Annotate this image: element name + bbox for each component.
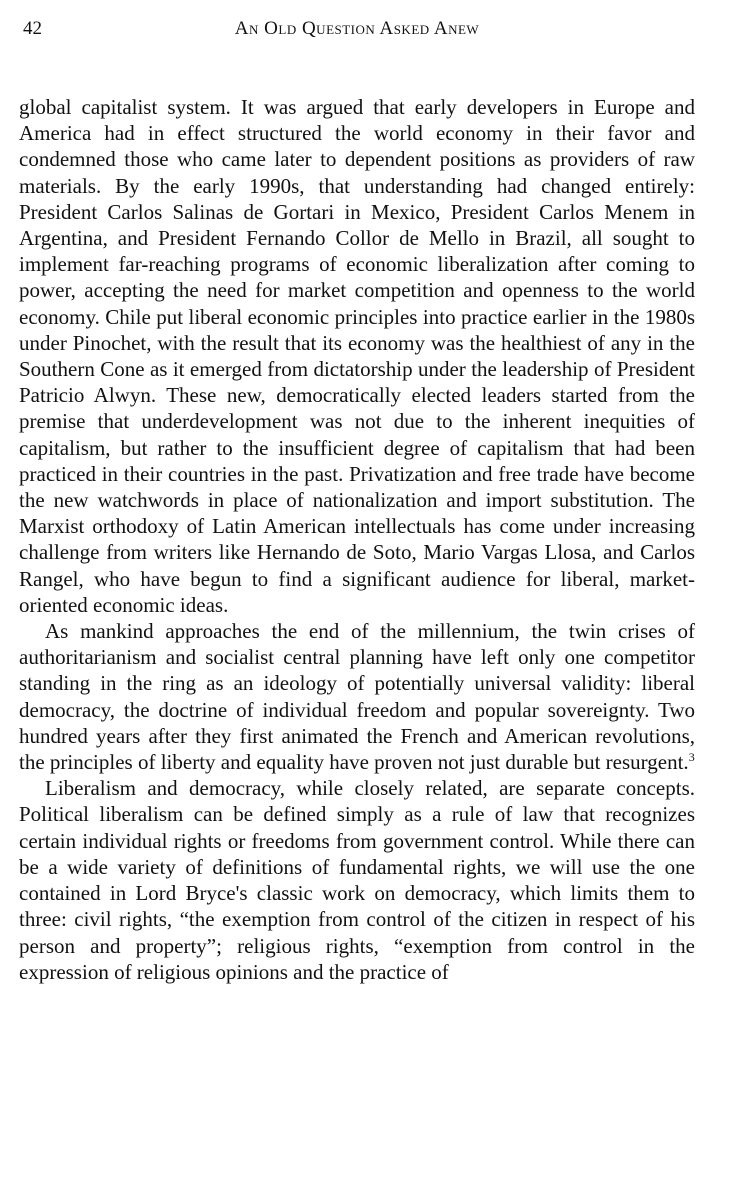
paragraph-continued xyxy=(19,94,695,618)
paragraph-text: Liberalism and democracy, while closely related, are separate concepts. Political liberalism can be defined simply as a rule of law that recognizes certain individual rights or freedoms from government control. While there can be a wide variety of definitions of fundamental rights, we will use the one contained in Lord Bryce's classic work on democracy, which limits them to three: civil rights, “the exemption from control of the citizen in respect of his person and property”; religious rights, “exemption from control in the expression of religious opinions and the practice of xyxy=(19,776,695,984)
running-head xyxy=(19,14,695,44)
paragraph-liberalism xyxy=(19,775,695,985)
paragraph-millennium xyxy=(19,618,695,775)
paragraph-text: global capitalist system. It was argued that early developers in Europe and America had in effect structured the world economy in their favor and condemned those who came later to dependent positions as providers of raw materials. By the early 1990s, that understanding had changed entirely: President Carlos Salinas de Gortari in Mexico, President Carlos Menem in Argentina, and President Fernando Collor de Mello in Brazil, all sought to implement far-reaching programs of economic liberalization after coming to power, accepting the need for market competition and openness to the world economy. Chile put liberal economic principles into practice earlier in the 1980s under Pinochet, with the result that its economy was the healthiest of any in the Southern Cone as it emerged from dictatorship under the leadership of President Patricio Alwyn. These new, democratically elected leaders started from the premise that underdevelopment was not due to the inherent inequities of capitalism, but rather to the insufficient degree of capitalism that had been practiced in their countries in the past. Privatization and free trade have become the new watchwords in place of nationalization and import substitution. The Marxist orthodoxy of Latin American intellectuals has come under increasing challenge from writers like Hernando de Soto, Mario Vargas Llosa, and Carlos Rangel, who have begun to find a significant audience for liberal, market-oriented economic ideas. xyxy=(19,95,695,617)
body-text xyxy=(19,94,695,985)
page-number: 42 xyxy=(23,18,42,39)
footnote-marker: 3 xyxy=(688,750,695,765)
paragraph-text: As mankind approaches the end of the millennium, the twin crises of authoritarianism and socialist central planning have left only one competitor standing in the ring as an ideology of potentially universal validity: liberal democracy, the doctrine of individual freedom and popular sovereignty. Two hundred years after they first animated the French and American revolutions, the principles of liberty and equality have proven not just durable but resurgent. xyxy=(19,619,695,775)
book-page xyxy=(19,14,695,985)
running-title: An Old Question Asked Anew xyxy=(234,18,480,39)
